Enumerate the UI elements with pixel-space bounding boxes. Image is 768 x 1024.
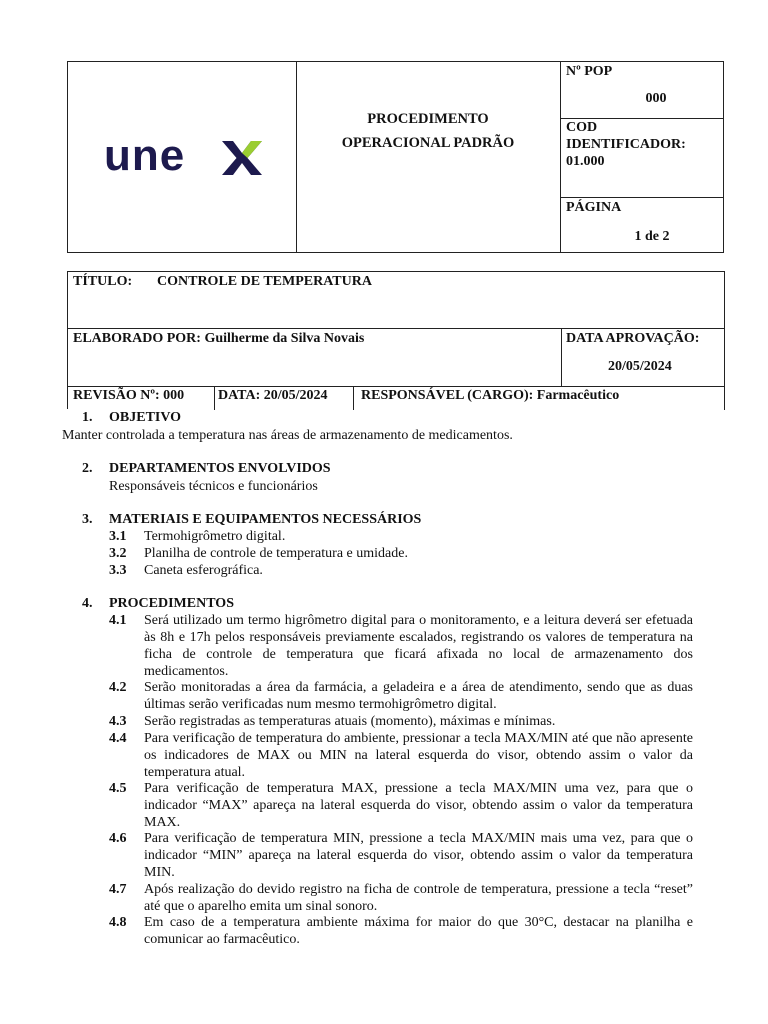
item-4-8-number: 4.8 (109, 915, 127, 930)
item-4-5-number: 4.5 (109, 781, 127, 796)
page-label: PÁGINA (566, 200, 622, 215)
approval-value: 20/05/2024 (608, 359, 672, 374)
header-table (67, 61, 724, 253)
item-4-6-number: 4.6 (109, 831, 127, 846)
responsible: RESPONSÁVEL (CARGO): Farmacêutico (361, 388, 620, 403)
section-3-title: MATERIAIS E EQUIPAMENTOS NECESSÁRIOS (109, 512, 422, 527)
author: ELABORADO POR: Guilherme da Silva Novais (73, 331, 365, 346)
title-label: TÍTULO: (73, 274, 133, 289)
item-4-1-text: Será utilizado um termo higrômetro digital para o monitoramento, e a leitura deverá ser efetuada às 8h e 17h pelos responsáveis previamente escalados, registrando os valores de temperatura na ficha de controle de temperatura que ficará afixada no local de armazenamento dos medicamentos. (144, 613, 693, 679)
item-4-3-text: Serão registradas as temperaturas atuais (momento), máximas e mínimas. (144, 714, 556, 729)
procedure-title-line1: PROCEDIMENTO (367, 111, 489, 127)
pop-box (561, 62, 723, 119)
cod-label-line2: IDENTIFICADOR: (566, 137, 686, 152)
item-3-3-number: 3.3 (109, 563, 127, 578)
page-box (561, 198, 723, 252)
section-2-title: DEPARTAMENTOS ENVOLVIDOS (109, 461, 331, 476)
section-4-title: PROCEDIMENTOS (109, 596, 234, 611)
pop-value: 000 (645, 91, 667, 106)
document-meta-table (67, 271, 725, 409)
section-2-text: Responsáveis técnicos e funcionários (109, 479, 318, 494)
item-3-2-text: Planilha de controle de temperatura e umidade. (144, 546, 408, 561)
page-value: 1 de 2 (634, 229, 670, 244)
cod-label-line1: COD (566, 120, 598, 135)
item-4-8-text: Em caso de a temperatura ambiente máxima for maior do que 30°C, destacar na planilha e comunicar ao farmacêutico. (144, 915, 693, 947)
section-3-number: 3. (82, 512, 93, 527)
item-4-4-text: Para verificação de temperatura do ambiente, pressionar a tecla MAX/MIN até que não apresente os indicadores de MAX ou MIN na lateral esquerda do visor, obtendo assim o valor da temperatura atual. (144, 731, 693, 780)
item-4-7-number: 4.7 (109, 882, 127, 897)
item-4-5-text: Para verificação de temperatura MAX, pressione a tecla MAX/MIN uma vez, para que o indicador “MAX” apareça na lateral esquerda do visor, obtendo assim o valor da temperatura MAX. (144, 781, 693, 830)
unex-logo (104, 134, 264, 178)
logo-cell (68, 62, 297, 252)
item-4-6-text: Para verificação de temperatura MIN, pressione a tecla MAX/MIN mais uma vez, para que o indicador “MIN” apareça na lateral esquerda do visor, obtendo assim o valor da temperatura MIN. (144, 831, 693, 880)
item-4-3-number: 4.3 (109, 714, 127, 729)
item-4-2-text: Serão monitoradas a área da farmácia, a geladeira e a área de atendimento, sendo que as duas últimas serão verificadas num mesmo termohigrômetro digital. (144, 680, 693, 712)
item-3-2-number: 3.2 (109, 546, 127, 561)
item-3-1-text: Termohigrômetro digital. (144, 529, 286, 544)
section-1-number: 1. (82, 410, 93, 425)
item-4-1-number: 4.1 (109, 613, 127, 628)
pop-label: Nº POP (566, 64, 613, 79)
item-4-4-number: 4.4 (109, 731, 127, 746)
revision: REVISÃO Nº: 000 (73, 388, 185, 403)
title-value: CONTROLE DE TEMPERATURA (157, 274, 372, 289)
item-4-2-number: 4.2 (109, 680, 127, 695)
item-3-3-text: Caneta esferográfica. (144, 563, 263, 578)
procedure-title-cell (296, 62, 561, 252)
section-1-text: Manter controlada a temperatura nas áreas de armazenamento de medicamentos. (62, 428, 513, 443)
section-1-title: OBJETIVO (109, 410, 182, 425)
approval-label: DATA APROVAÇÃO: (566, 331, 700, 346)
svg-text:une: une (104, 134, 186, 178)
section-2-number: 2. (82, 461, 93, 476)
procedure-title-line2: OPERACIONAL PADRÃO (341, 135, 515, 151)
cod-value: 01.000 (566, 154, 605, 169)
cod-box (561, 119, 723, 198)
date: DATA: 20/05/2024 (218, 388, 328, 403)
item-3-1-number: 3.1 (109, 529, 127, 544)
section-4-number: 4. (82, 596, 93, 611)
info-column (561, 62, 723, 252)
item-4-7-text: Após realização do devido registro na ficha de controle de temperatura, pressione a tecla “reset” até que o aparelho emita um sinal sonoro. (144, 882, 693, 914)
